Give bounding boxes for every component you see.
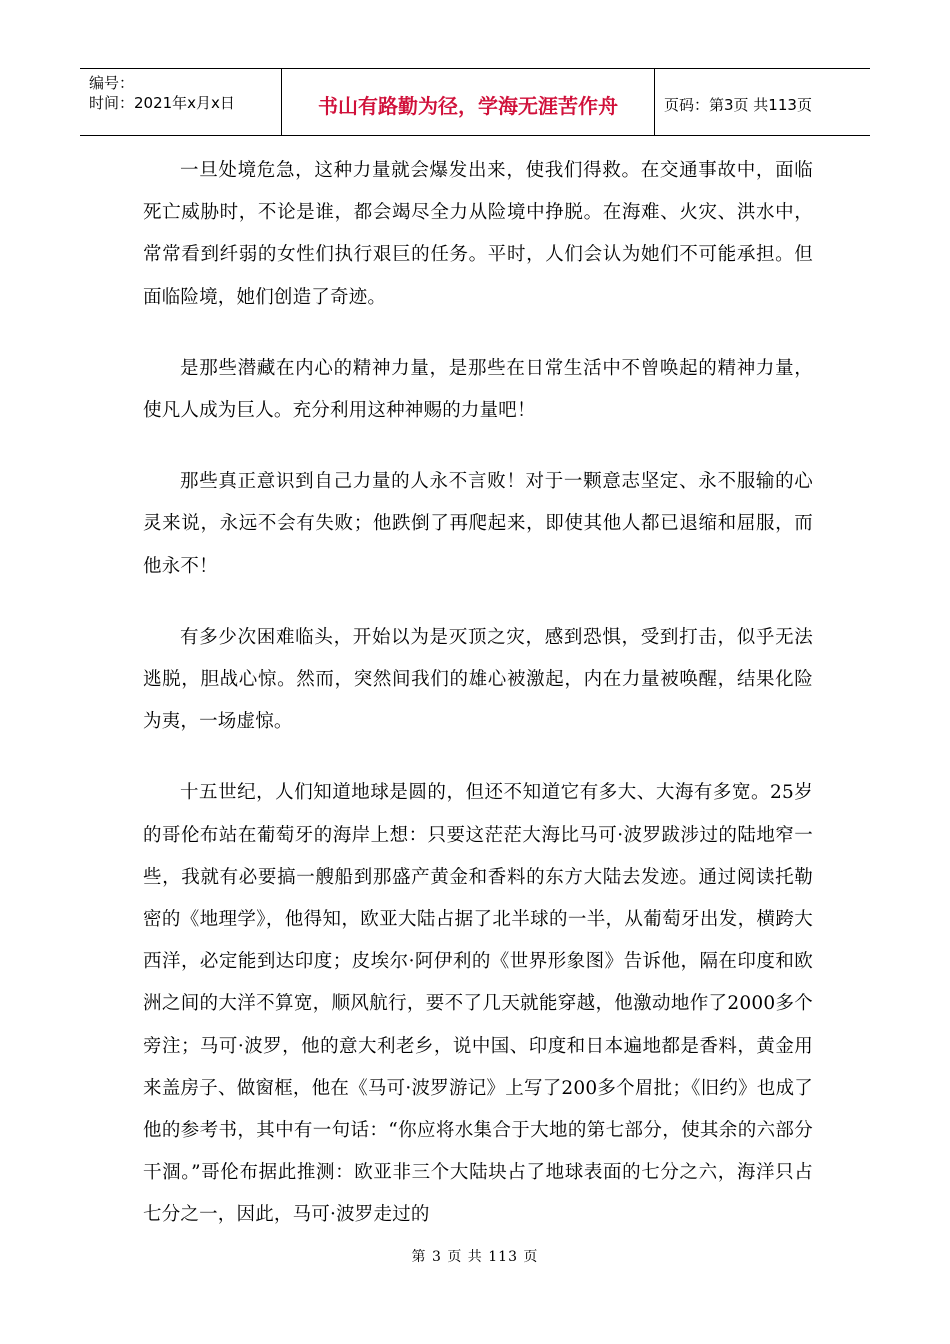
paragraph: 那些真正意识到自己力量的人永不言败！对于一颗意志坚定、永不服输的心灵来说，永远不会有失败；他跌倒了再爬起来，即使其他人都已退缩和屈服，而他永不！ (143, 471, 813, 577)
paragraph: 十五世纪，人们知道地球是圆的，但还不知道它有多大、大海有多宽。25岁的哥伦布站在葡萄牙的海岸上想：只要这茫茫大海比马可·波罗跋涉过的陆地窄一些，我就有必要搞一艘船到那盛产黄金和香料的东方大陆去发迹。通过阅读托勒密的《地理学》，他得知，欧亚大陆占据了北半球的一半，从葡萄牙出发，横跨大西洋，必定能到达印度；皮埃尔·阿伊利的《世界形象图》告诉他，隔在印度和欧洲之间的大洋不算宽，顺风航行，要不了几天就能穿越，他激动地作了2000多个旁注；马可·波罗，他的意大利老乡，说中国、印度和日本遍地都是香料，黄金用来盖房子、做窗框，他在《马可·波罗游记》上写了200多个眉批；《旧约》也成了他的参考书，其中有一句话：“你应将水集合于大地的第七部分，使其余的六部分干涸。”哥伦布据此推测：欧亚非三个大陆块占了地球表面的七分之六，海洋只占七分之一，因此，马可·波罗走过的 (143, 782, 813, 1226)
paragraph: 一旦处境危急，这种力量就会爆发出来，使我们得救。在交通事故中，面临死亡威胁时，不论是谁，都会竭尽全力从险境中挣脱。在海难、火灾、洪水中，常常看到纤弱的女性们执行艰巨的任务。平时，人们会认为她们不可能承担。但面临险境，她们创造了奇迹。 (143, 160, 813, 308)
page-footer: 第 3 页 共 113 页 (411, 1249, 539, 1265)
page-header (80, 68, 870, 136)
header-meta-cell (80, 69, 282, 135)
header-page-info: 页码：第3页 共113页 (664, 95, 812, 114)
document-body (143, 150, 813, 1266)
header-motto: 书山有路勤为径，学海无涯苦作舟 (282, 69, 655, 135)
document-number-label: 编号： (89, 74, 135, 92)
paragraph: 是那些潜藏在内心的精神力量，是那些在日常生活中不曾唤起的精神力量，使凡人成为巨人。充分利用这种神赐的力量吧！ (143, 357, 813, 422)
paragraph: 有多少次困难临头，开始以为是灭顶之灾，感到恐惧，受到打击，似乎无法逃脱，胆战心惊。然而，突然间我们的雄心被激起，内在力量被唤醒，结果化险为夷，一场虚惊。 (143, 626, 813, 733)
document-date-label: 时间：2021年x月x日 (89, 94, 235, 112)
